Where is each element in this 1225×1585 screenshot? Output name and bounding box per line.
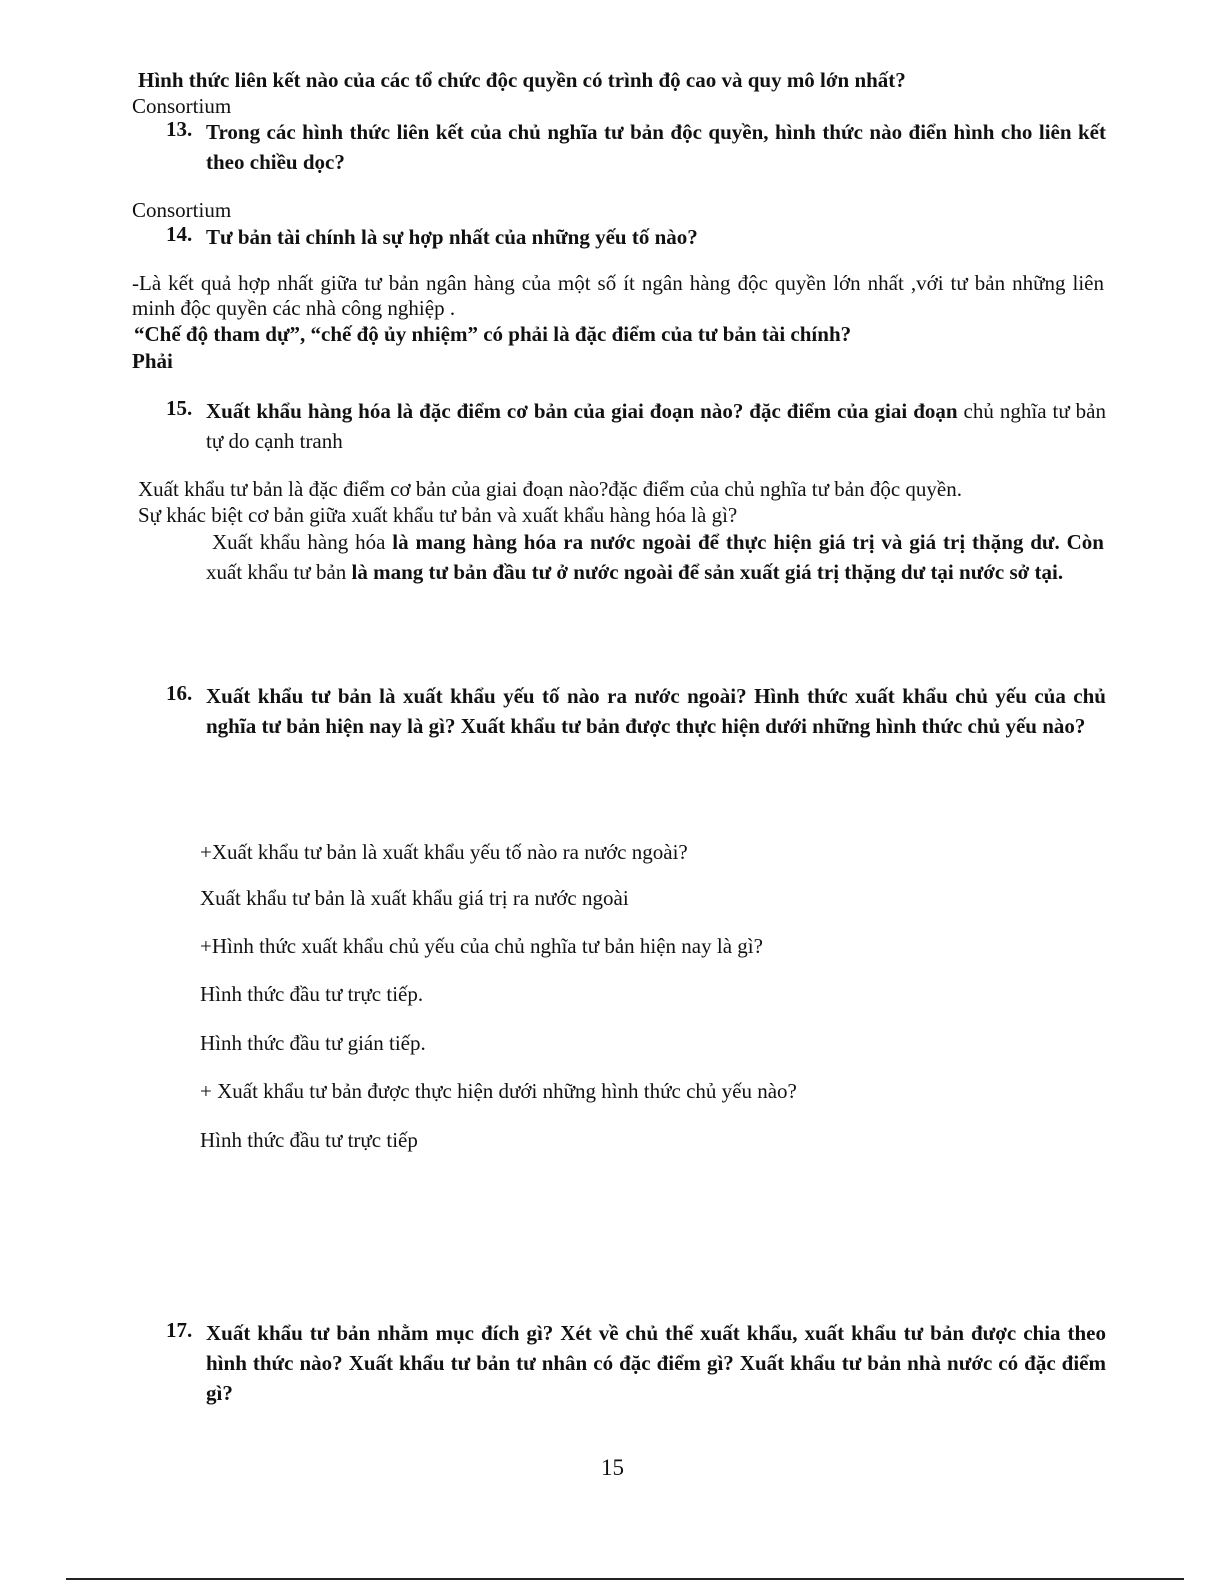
diff-part-4: là mang tư bản đầu tư ở nước ngoài để sản xuất giá trị thặng dư tại nước sở tại. (346, 560, 1064, 584)
question-inline-answer: chủ nghĩa tư bản tự do cạnh tranh (206, 399, 1107, 453)
bottom-divider (66, 1578, 1184, 1580)
question-text: Trong các hình thức liên kết của chủ nghĩa tư bản độc quyền, hình thức nào điển hình cho liên kết theo chiều dọc? (206, 120, 1106, 174)
q16-line: +Hình thức xuất khẩu chủ yếu của chủ nghĩa tư bản hiện nay là gì? (200, 934, 763, 958)
question-number: 16. (166, 681, 193, 705)
q15-line-2: Sự khác biệt cơ bản giữa xuất khẩu tư bản và xuất khẩu hàng hóa là gì? (138, 503, 738, 527)
diff-part-1: Xuất khẩu hàng hóa (212, 530, 386, 554)
question-15 (166, 396, 1106, 456)
q16-line: Hình thức đầu tư trực tiếp. (200, 982, 424, 1006)
q15-line-1: Xuất khẩu tư bản là đặc điểm cơ bản của giai đoạn nào?đặc điểm của chủ nghĩa tư bản độc quyền. (138, 477, 962, 501)
question-17 (166, 1318, 1106, 1408)
question-number: 13. (166, 117, 193, 141)
q14-sub-answer: Phải (132, 349, 173, 373)
q16-line: + Xuất khẩu tư bản được thực hiện dưới những hình thức chủ yếu nào? (200, 1079, 797, 1103)
q12-answer: Consortium (132, 94, 232, 118)
question-number: 14. (166, 222, 193, 246)
question-text: Tư bản tài chính là sự hợp nhất của những yếu tố nào? (206, 225, 698, 249)
q16-line: Hình thức đầu tư trực tiếp (200, 1128, 418, 1152)
question-bold-part: Xuất khẩu hàng hóa là đặc điểm cơ bản của giai đoạn nào? đặc điểm của giai đoạn (206, 399, 958, 423)
question-text (206, 396, 1106, 456)
question-13 (166, 117, 1106, 177)
q16-line: Xuất khẩu tư bản là xuất khẩu giá trị ra nước ngoài (200, 886, 629, 910)
q15-difference (206, 527, 1104, 587)
q13-answer: Consortium (132, 198, 232, 222)
question-number: 17. (166, 1318, 193, 1342)
diff-part-2: là mang hàng hóa ra nước ngoài để thực hiện giá trị và giá trị thặng dư. Còn (385, 530, 1104, 554)
q14-answer: -Là kết quả hợp nhất giữa tư bản ngân hàng của một số ít ngân hàng độc quyền lớn nhất ,với tư bản những liên minh độc quyền các nhà công nghiệp . (132, 271, 1104, 320)
q14-sub-question: “Chế độ tham dự”, “chế độ ủy nhiệm” có phải là đặc điểm của tư bản tài chính? (134, 322, 852, 346)
question-text: Xuất khẩu tư bản nhằm mục đích gì? Xét về chủ thể xuất khẩu, xuất khẩu tư bản được chia theo hình thức nào? Xuất khẩu tư bản tư nhân có đặc điểm gì? Xuất khẩu tư bản nhà nước có đặc điểm gì? (206, 1321, 1106, 1405)
question-16 (166, 681, 1106, 771)
diff-part-3: xuất khẩu tư bản (206, 560, 347, 584)
question-text: Xuất khẩu tư bản là xuất khẩu yếu tố nào ra nước ngoài? Hình thức xuất khẩu chủ yếu của chủ nghĩa tư bản hiện nay là gì? Xuất khẩu tư bản được thực hiện dưới những hình thức chủ yếu nào? (206, 684, 1106, 738)
question-number: 15. (166, 396, 193, 420)
q12-question: Hình thức liên kết nào của các tổ chức độc quyền có trình độ cao và quy mô lớn nhất? (138, 68, 906, 92)
question-14 (166, 222, 1106, 252)
q16-line: Hình thức đầu tư gián tiếp. (200, 1031, 426, 1055)
q16-line: +Xuất khẩu tư bản là xuất khẩu yếu tố nào ra nước ngoài? (200, 840, 688, 864)
page-number: 15 (601, 1455, 624, 1480)
